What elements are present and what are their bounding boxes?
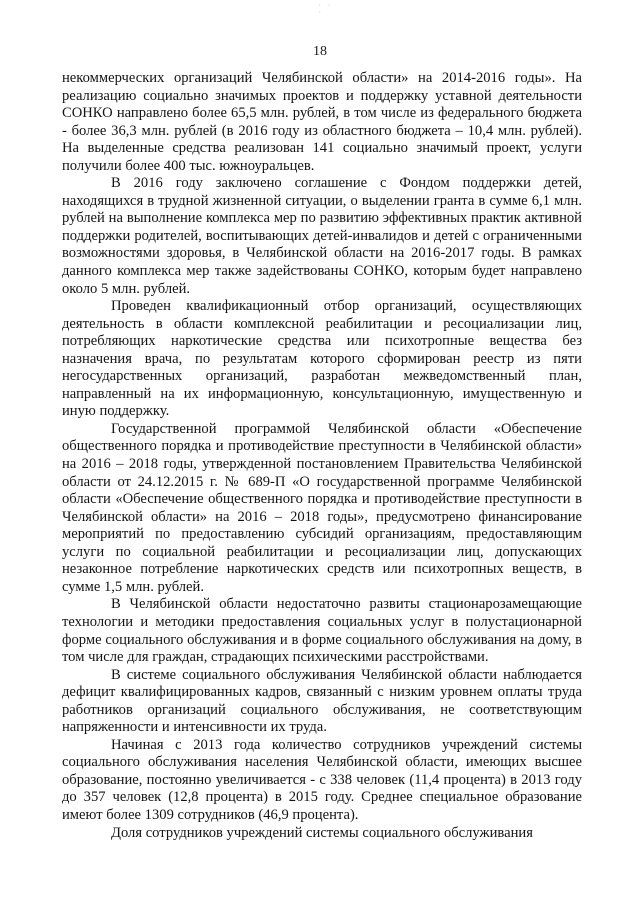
paragraph-staff-share: Доля сотрудников учреждений системы социального обслуживания [111, 824, 533, 841]
paragraph-staff-deficit: В системе социального обслуживания Челябинской области наблюдается дефицит квалифицированных кадров, связанный с низким уровнем оплаты труда работников организаций социального обслуживания, не соответствующим напряженности и интенсивности их труда. [62, 666, 582, 736]
body-text [62, 70, 582, 842]
paragraph-staff-education: Начиная с 2013 года количество сотрудников учреждений системы социального обслуживания населения Челябинской области, имеющих высшее образование, постоянно увеличивается - с 338 человек (11,4 процента) в 2013 году до 357 человек (12,8 процента) в 2015 году. Среднее специальное образование имеют более 1309 сотрудников (46,9 процента). [62, 736, 582, 823]
paragraph-continuation: некоммерческих организаций Челябинской области» на 2014-2016 годы». На реализацию социально значимых проектов и поддержку уставной деятельности СОНКО направлено более 65,5 млн. рублей, в том числе из федерального бюджета - более 36,3 млн. рублей (в 2016 году из областного бюджета – 10,4 млн. рублей). На выделенные средства реализован 141 социально значимый проект, услуги получили более 400 тыс. южноуральцев. [62, 70, 582, 174]
paragraph-qualification-selection: Проведен квалификационный отбор организаций, осуществляющих деятельность в области комплексной реабилитации и ресоциализации лиц, потребляющих наркотические средства или психотропные вещества без назначения врача, по результатам которого сформирован реестр из пяти негосударственных организаций, разработан межведомственный план, направленный на их информационную, консультационную, имущественную и иную поддержку. [62, 298, 582, 420]
page-number: 18 [313, 44, 327, 59]
paragraph-state-program: Государственной программой Челябинской области «Обеспечение общественного порядка и противодействие преступности в Челябинской области» на 2016 – 2018 годы, утвержденной постановлением Правительства Челябинской области от 24.12.2015 г. № 689-П «О государственной программе Челябинской области «Обеспечение общественного порядка и противодействие преступности в Челябинской области» на 2016 – 2018 годы», предусмотрено финансирование мероприятий по предоставлению субсидий организациям, предоставляющим услуги по социальной реабилитации и ресоциализации лиц, допускающих незаконное потребление наркотических средств или психотропных веществ, в сумме 1,5 млн. рублей. [62, 420, 582, 595]
scan-artifact: · · · [318, 2, 332, 16]
paragraph-grant-agreement: В 2016 году заключено соглашение с Фондом поддержки детей, находящихся в трудной жизненной ситуации, о выделении гранта в сумме 6,1 млн. рублей на выполнение комплекса мер по развитию эффективных практик активной поддержки родителей, воспитывающих детей-инвалидов и детей с ограниченными возможностями здоровья, в Челябинской области на 2016-2017 годы. В рамках данного комплекса мер также задействованы СОНКО, которым будет направлено около 5 млн. рублей. [62, 175, 582, 297]
paragraph-technologies: В Челябинской области недостаточно развиты стационарозамещающие технологии и методики предоставления социальных услуг в полустационарной форме социального обслуживания и в форме социального обслуживания на дому, в том числе для граждан, страдающих психическими расстройствами. [62, 596, 582, 666]
